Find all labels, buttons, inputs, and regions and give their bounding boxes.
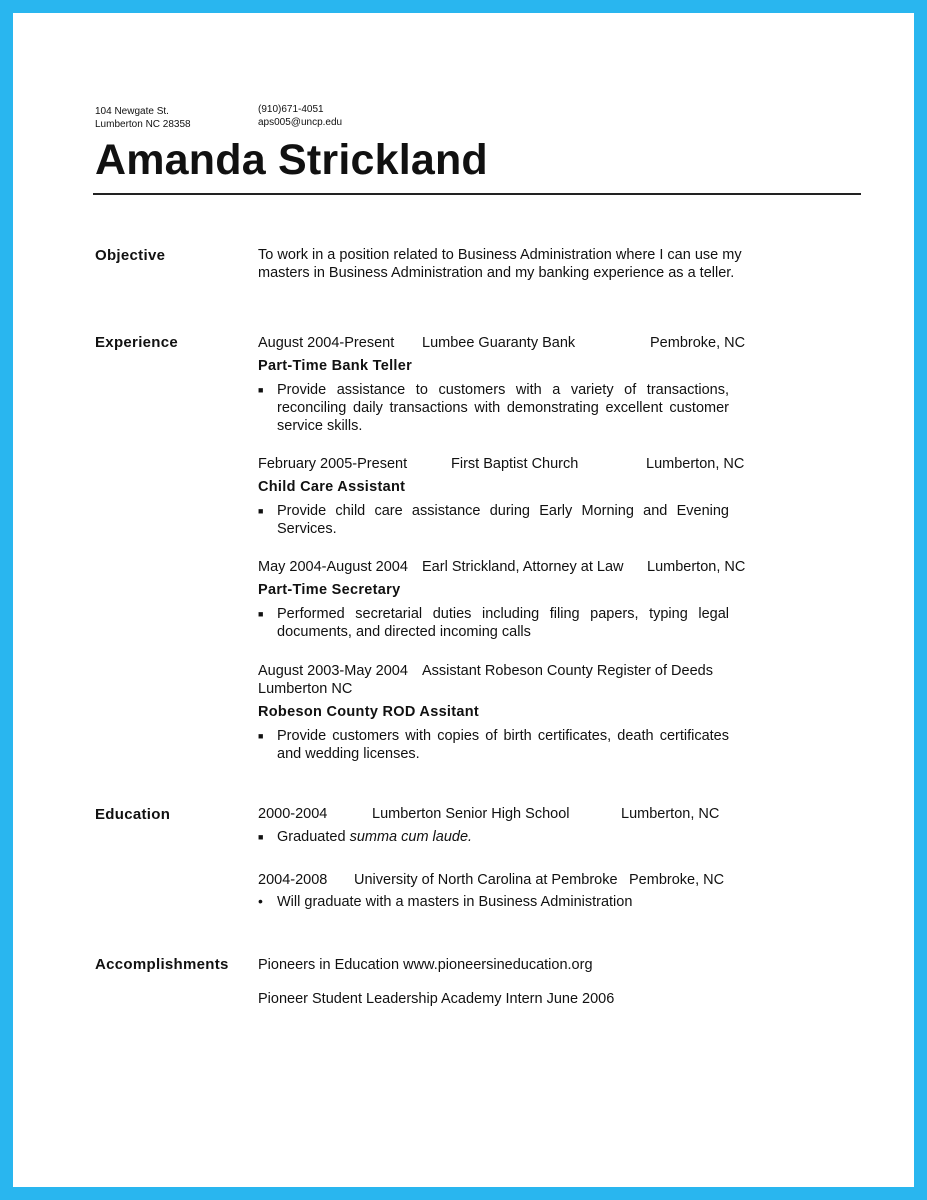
- job-employer: First Baptist Church: [451, 456, 579, 472]
- education-bullet-text: Will graduate with a masters in Business Administration: [277, 894, 633, 910]
- objective-text: To work in a position related to Business Administration where I can use my masters in Business Administration and my banking experience as a teller.: [258, 247, 742, 281]
- job-location: Lumberton, NC: [647, 559, 746, 575]
- school-name: University of North Carolina at Pembroke: [354, 872, 618, 888]
- square-bullet-icon: ■: [258, 385, 264, 395]
- objective-label: Objective: [95, 247, 166, 264]
- job-entry: [258, 662, 750, 763]
- job-dates: February 2005-Present: [258, 456, 408, 472]
- education-entry: [258, 805, 750, 846]
- job-title: Child Care Assistant: [258, 479, 406, 495]
- education-bullet-text: Graduated: [277, 829, 346, 845]
- address-line-2: Lumberton NC 28358: [95, 119, 191, 130]
- address-line-1: 104 Newgate St.: [95, 106, 169, 117]
- job-dates: August 2004-Present: [258, 335, 395, 351]
- job-dates: August 2003-May 2004: [258, 663, 408, 679]
- job-bullet-text: Provide child care assistance during Early Morning and Evening Services.: [277, 503, 729, 537]
- job-bullet-text: Performed secretarial duties including filing papers, typing legal documents, and directed incoming calls: [277, 606, 729, 640]
- education-entry: [258, 871, 750, 911]
- education-dates: 2000-2004: [258, 806, 328, 822]
- job-location: Lumberton NC: [258, 681, 353, 697]
- job-title: Robeson County ROD Assitant: [258, 704, 480, 720]
- round-bullet-icon: •: [258, 893, 263, 909]
- education-bullet: [258, 893, 729, 911]
- job-bullet-text: Provide customers with copies of birth certificates, death certificates and wedding licenses.: [277, 728, 729, 762]
- experience-label: Experience: [95, 334, 179, 351]
- square-bullet-icon: ■: [258, 506, 264, 516]
- job-bullet: [258, 605, 729, 641]
- accomplishments-label: Accomplishments: [95, 956, 229, 973]
- job-entry: [258, 455, 750, 538]
- education-bullet: [258, 828, 729, 846]
- job-employer: Lumbee Guaranty Bank: [422, 335, 576, 351]
- job-location: Lumberton, NC: [646, 456, 745, 472]
- job-dates: May 2004-August 2004: [258, 559, 408, 575]
- header-address: [95, 105, 191, 131]
- phone-number: (910)671-4051: [258, 104, 324, 115]
- job-title: Part-Time Secretary: [258, 582, 401, 598]
- job-employer: Assistant Robeson County Register of Deeds: [422, 663, 713, 679]
- header-contact: [258, 103, 342, 129]
- email-address: aps005@uncp.edu: [258, 117, 343, 128]
- education-label: Education: [95, 806, 171, 823]
- square-bullet-icon: ■: [258, 609, 264, 619]
- job-title: Part-Time Bank Teller: [258, 358, 413, 374]
- job-bullet: [258, 381, 729, 435]
- school-name: Lumberton Senior High School: [372, 806, 570, 822]
- job-location: Pembroke, NC: [650, 335, 746, 351]
- square-bullet-icon: ■: [258, 731, 264, 741]
- job-entry: [258, 334, 750, 435]
- education-dates: 2004-2008: [258, 872, 328, 888]
- honors-text: summa cum laude.: [349, 829, 473, 845]
- job-bullet: [258, 502, 729, 538]
- job-bullet: [258, 727, 729, 763]
- job-employer: Earl Strickland, Attorney at Law: [422, 559, 624, 575]
- school-location: Pembroke, NC: [629, 872, 725, 888]
- candidate-name: Amanda Strickland: [95, 136, 488, 184]
- accomplishment-item: Pioneers in Education www.pioneersineducation.org: [258, 957, 593, 973]
- header-divider: [93, 193, 861, 195]
- square-bullet-icon: ■: [258, 832, 264, 842]
- accomplishment-item: Pioneer Student Leadership Academy Intern June 2006: [258, 991, 615, 1007]
- job-bullet-text: Provide assistance to customers with a variety of transactions, reconciling daily transactions with demonstrating excellent customer service skills.: [277, 382, 729, 434]
- school-location: Lumberton, NC: [621, 806, 720, 822]
- job-entry: [258, 558, 750, 641]
